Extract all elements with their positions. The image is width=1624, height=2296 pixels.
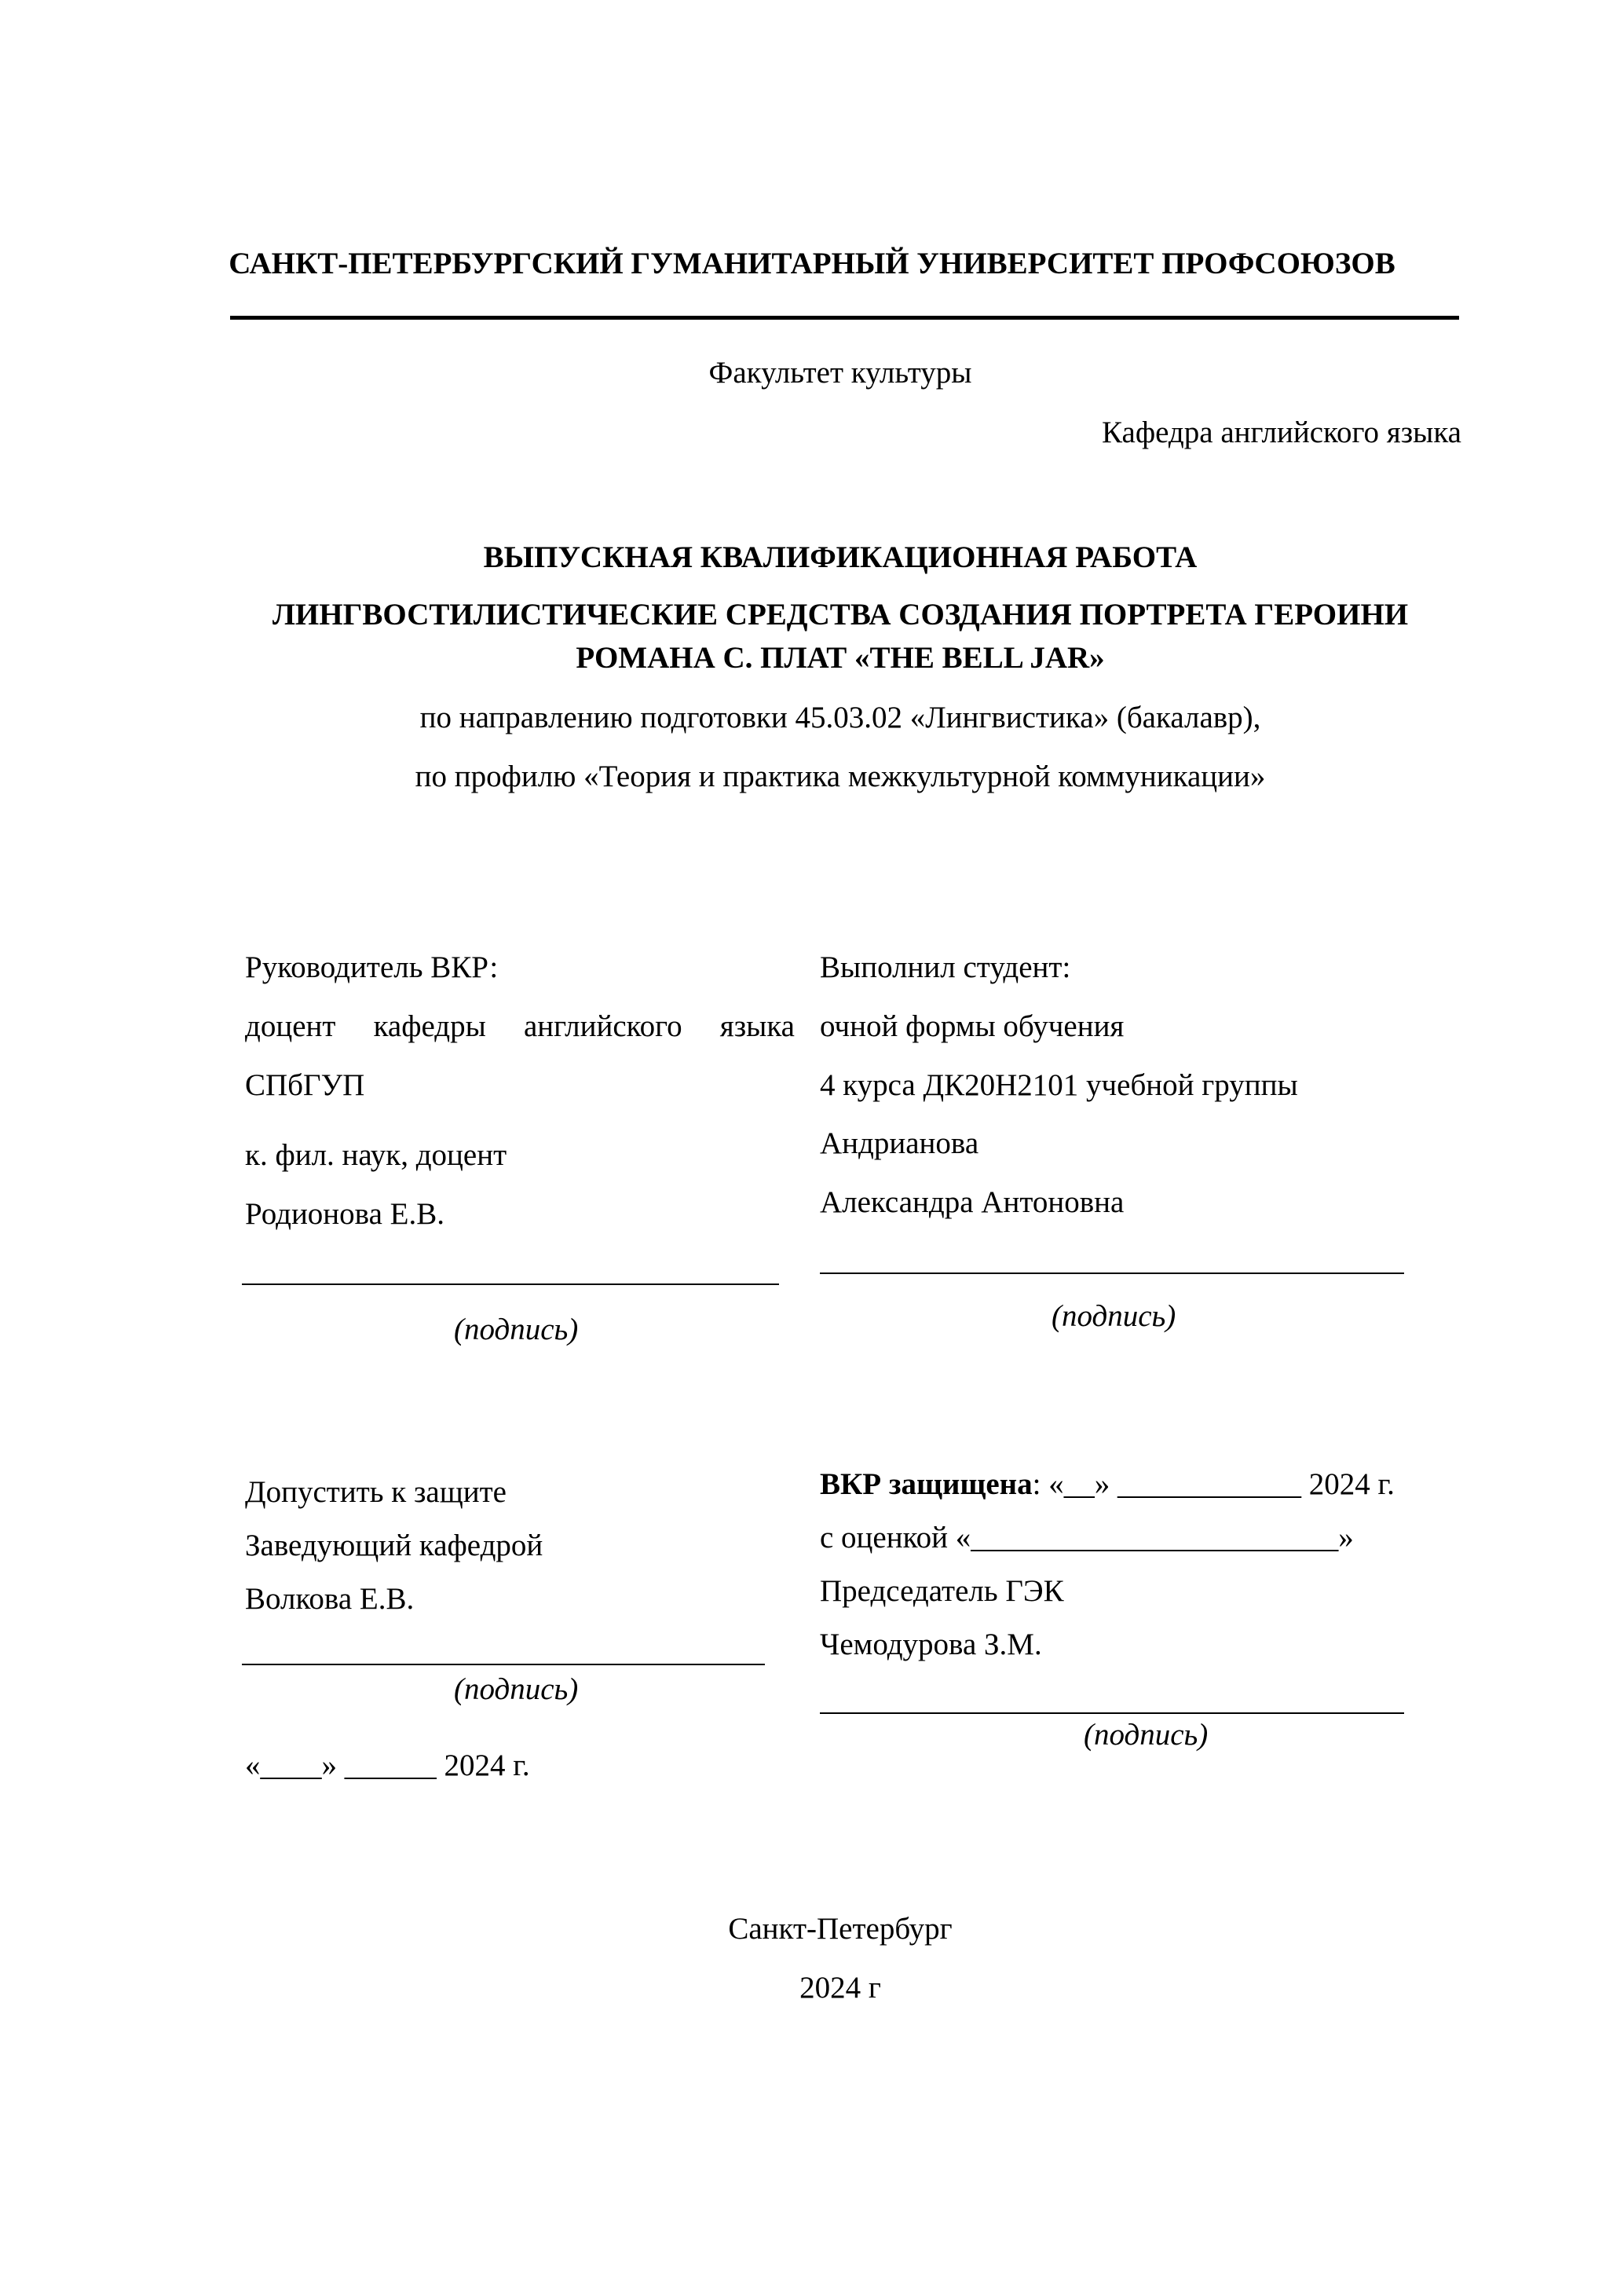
student-signature-line (820, 1273, 1404, 1274)
year: 2024 г (799, 1971, 881, 2005)
supervisor-position (245, 1011, 795, 1042)
department-name: Кафедра английского языка (1102, 416, 1461, 449)
header-rule (230, 316, 1459, 320)
student-surname: Андрианова (820, 1126, 979, 1160)
work-type: ВЫПУСКНАЯ КВАЛИФИКАЦИОННАЯ РАБОТА (483, 540, 1198, 574)
defense-status (820, 1469, 1395, 1500)
head-signature-caption: (подпись) (454, 1672, 579, 1706)
defense-grade: с оценкой «________________________» (820, 1521, 1354, 1554)
supervisor-position-word: языка (719, 1009, 795, 1043)
topic-line-2: РОМАНА С. ПЛАТ «THE BELL JAR» (576, 641, 1105, 675)
head-of-department-role: Заведующий кафедрой (245, 1529, 543, 1562)
commission-chair-role: Председатель ГЭК (820, 1574, 1064, 1608)
supervisor-university: СПбГУП (245, 1068, 365, 1102)
head-of-department-name: Волкова Е.В. (245, 1582, 415, 1616)
commission-chair-name: Чемодурова З.М. (820, 1628, 1042, 1661)
faculty-name: Факультет культуры (708, 356, 972, 390)
direction-line: по направлению подготовки 45.03.02 «Лингвистика» (бакалавр), (419, 701, 1261, 734)
student-given-names: Александра Антоновна (820, 1185, 1125, 1219)
defense-date: : «__» ____________ 2024 г. (1032, 1467, 1395, 1501)
supervisor-name: Родионова Е.В. (245, 1197, 444, 1231)
profile-line: по профилю «Теория и практика межкультурной коммуникации» (415, 760, 1266, 793)
chair-signature-line (820, 1712, 1404, 1714)
student-signature-caption: (подпись) (1052, 1299, 1176, 1333)
chair-signature-caption: (подпись) (1084, 1718, 1209, 1752)
supervisor-signature-line (242, 1283, 779, 1285)
head-signature-line (242, 1664, 765, 1665)
student-group: 4 курса ДК20Н2101 учебной группы (820, 1068, 1298, 1102)
student-label: Выполнил студент: (820, 950, 1071, 984)
city: Санкт-Петербург (728, 1912, 953, 1946)
admission-date: «____» ______ 2024 г. (245, 1749, 530, 1782)
supervisor-degree: к. фил. наук, доцент (245, 1138, 507, 1172)
defense-status-label: ВКР защищена (820, 1467, 1033, 1501)
supervisor-position-word: английского (523, 1009, 682, 1043)
supervisor-position-word: кафедры (373, 1009, 486, 1043)
supervisor-position-word: доцент (245, 1009, 336, 1043)
university-name: САНКТ-ПЕТЕРБУРГСКИЙ ГУМАНИТАРНЫЙ УНИВЕРСИТЕТ ПРОФСОЮЗОВ (229, 247, 1395, 280)
topic-line-1: ЛИНГВОСТИЛИСТИЧЕСКИЕ СРЕДСТВА СОЗДАНИЯ ПОРТРЕТА ГЕРОИНИ (272, 598, 1409, 632)
supervisor-label: Руководитель ВКР: (245, 950, 499, 984)
student-study-form: очной формы обучения (820, 1009, 1125, 1043)
supervisor-signature-caption: (подпись) (454, 1313, 579, 1346)
admission-label: Допустить к защите (245, 1475, 507, 1509)
